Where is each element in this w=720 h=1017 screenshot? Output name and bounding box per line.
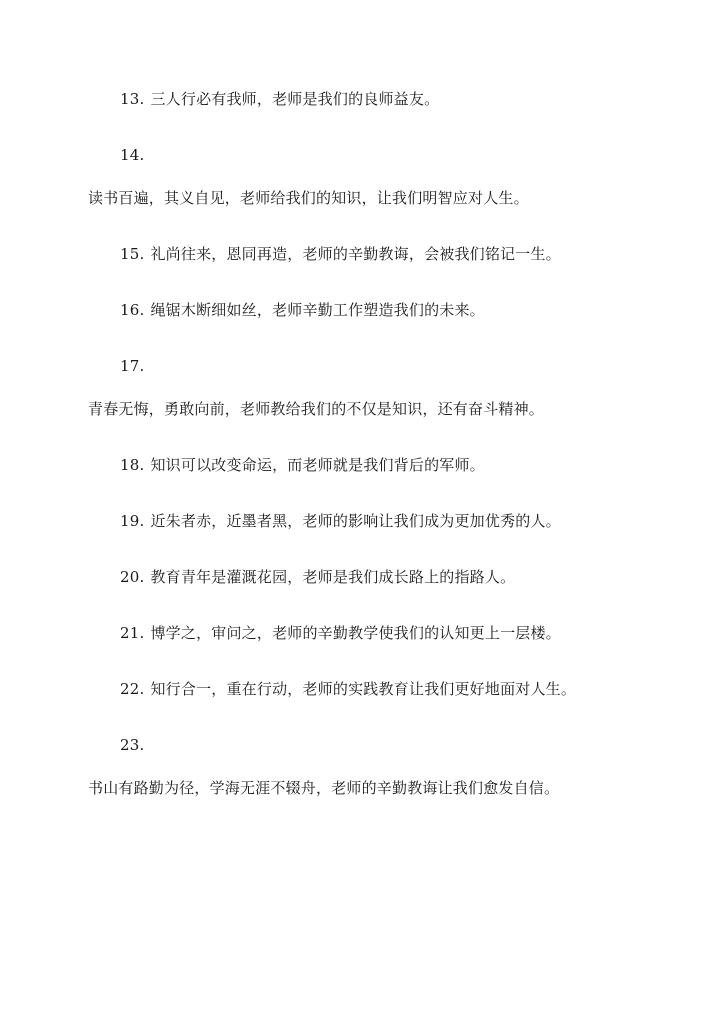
item-text: 博学之，审问之，老师的辛勤教学使我们的认知更上一层楼。 xyxy=(150,624,561,642)
list-item xyxy=(120,623,561,643)
list-item xyxy=(120,567,515,587)
item-text: 礼尚往来，恩同再造，老师的辛勤教诲，会被我们铭记一生。 xyxy=(150,245,561,263)
item-number: 15. xyxy=(120,245,145,263)
item-number: 14. xyxy=(120,146,145,164)
list-item xyxy=(120,244,561,264)
item-text: 知识可以改变命运，而老师就是我们背后的军师。 xyxy=(150,456,485,474)
item-text: 近朱者赤，近墨者黑，老师的影响让我们成为更加优秀的人。 xyxy=(150,512,561,530)
item-text: 教育青年是灌溉花园，老师是我们成长路上的指路人。 xyxy=(150,568,516,586)
item-text: 三人行必有我师，老师是我们的良师益友。 xyxy=(150,90,440,108)
item-text: 绳锯木断细如丝，老师辛勤工作塑造我们的未来。 xyxy=(150,301,485,319)
item-text: 知行合一，重在行动，老师的实践教育让我们更好地面对人生。 xyxy=(150,680,577,698)
item-number: 23. xyxy=(120,736,145,754)
item-number: 18. xyxy=(120,456,145,474)
item-number: 21. xyxy=(120,624,145,642)
item-number: 17. xyxy=(120,357,145,375)
list-item xyxy=(120,511,561,531)
item-number: 20. xyxy=(120,568,145,586)
item-text: 青春无悔，勇敢向前，老师教给我们的不仅是知识，还有奋斗精神。 xyxy=(88,400,545,418)
list-item xyxy=(120,455,485,475)
list-item xyxy=(120,679,576,699)
item-number: 22. xyxy=(120,680,145,698)
list-item xyxy=(120,89,439,109)
item-text: 读书百遍，其义自见，老师给我们的知识，让我们明智应对人生。 xyxy=(88,189,529,207)
item-number: 13. xyxy=(120,90,145,108)
item-text: 书山有路勤为径，学海无涯不辍舟，老师的辛勤教诲让我们愈发自信。 xyxy=(88,779,560,797)
list-item xyxy=(120,300,485,320)
item-number: 16. xyxy=(120,301,145,319)
item-number: 19. xyxy=(120,512,145,530)
